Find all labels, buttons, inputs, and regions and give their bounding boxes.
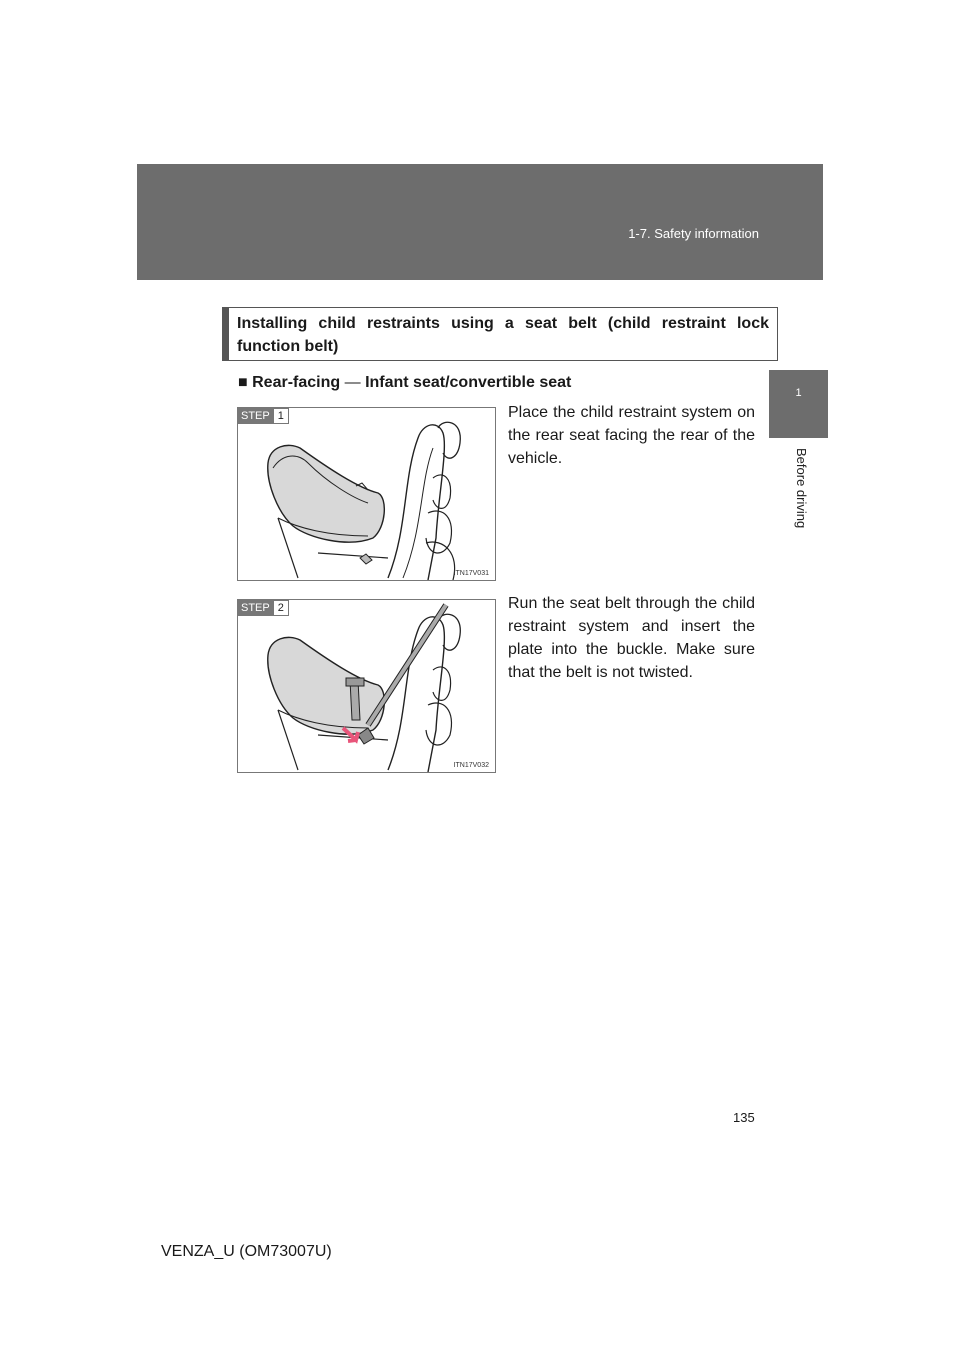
step-number: 1 [274, 408, 289, 424]
step-2-badge [238, 600, 289, 616]
subheading-dash: — [344, 374, 361, 391]
bullet-icon: ■ [238, 374, 248, 391]
step-number: 2 [274, 600, 289, 616]
step-2-figure [237, 599, 496, 773]
seat-belt-buckle-illustration [238, 600, 495, 772]
figure-code: ITN17V032 [453, 762, 489, 769]
step-word: STEP [238, 408, 274, 424]
infant-seat-illustration [238, 408, 495, 580]
chapter-tab [769, 370, 828, 438]
section-label: 1-7. Safety information [628, 226, 759, 241]
step-2-text: Run the seat belt through the child restraint system and insert the plate into the buckle. Make sure that the belt is not twisted. [508, 595, 755, 681]
subheading [238, 374, 571, 392]
subheading-part-b: Infant seat/convertible seat [365, 374, 572, 391]
step-word: STEP [238, 600, 274, 616]
figure-code: ITN17V031 [453, 570, 489, 577]
step-1-text: Place the child restraint system on the rear seat facing the rear of the vehicle. [508, 404, 755, 467]
section-title: Installing child restraints using a seat belt (child restraint lock function belt) [222, 307, 778, 361]
step-1-figure [237, 407, 496, 581]
chapter-label: Before driving [794, 448, 809, 529]
step-1-badge [238, 408, 289, 424]
chapter-number: 1 [795, 387, 802, 399]
subheading-part-a: Rear-facing [252, 374, 341, 391]
footer-code: VENZA_U (OM73007U) [161, 1243, 332, 1260]
header-band [137, 164, 823, 280]
page-number: 135 [733, 1110, 755, 1125]
